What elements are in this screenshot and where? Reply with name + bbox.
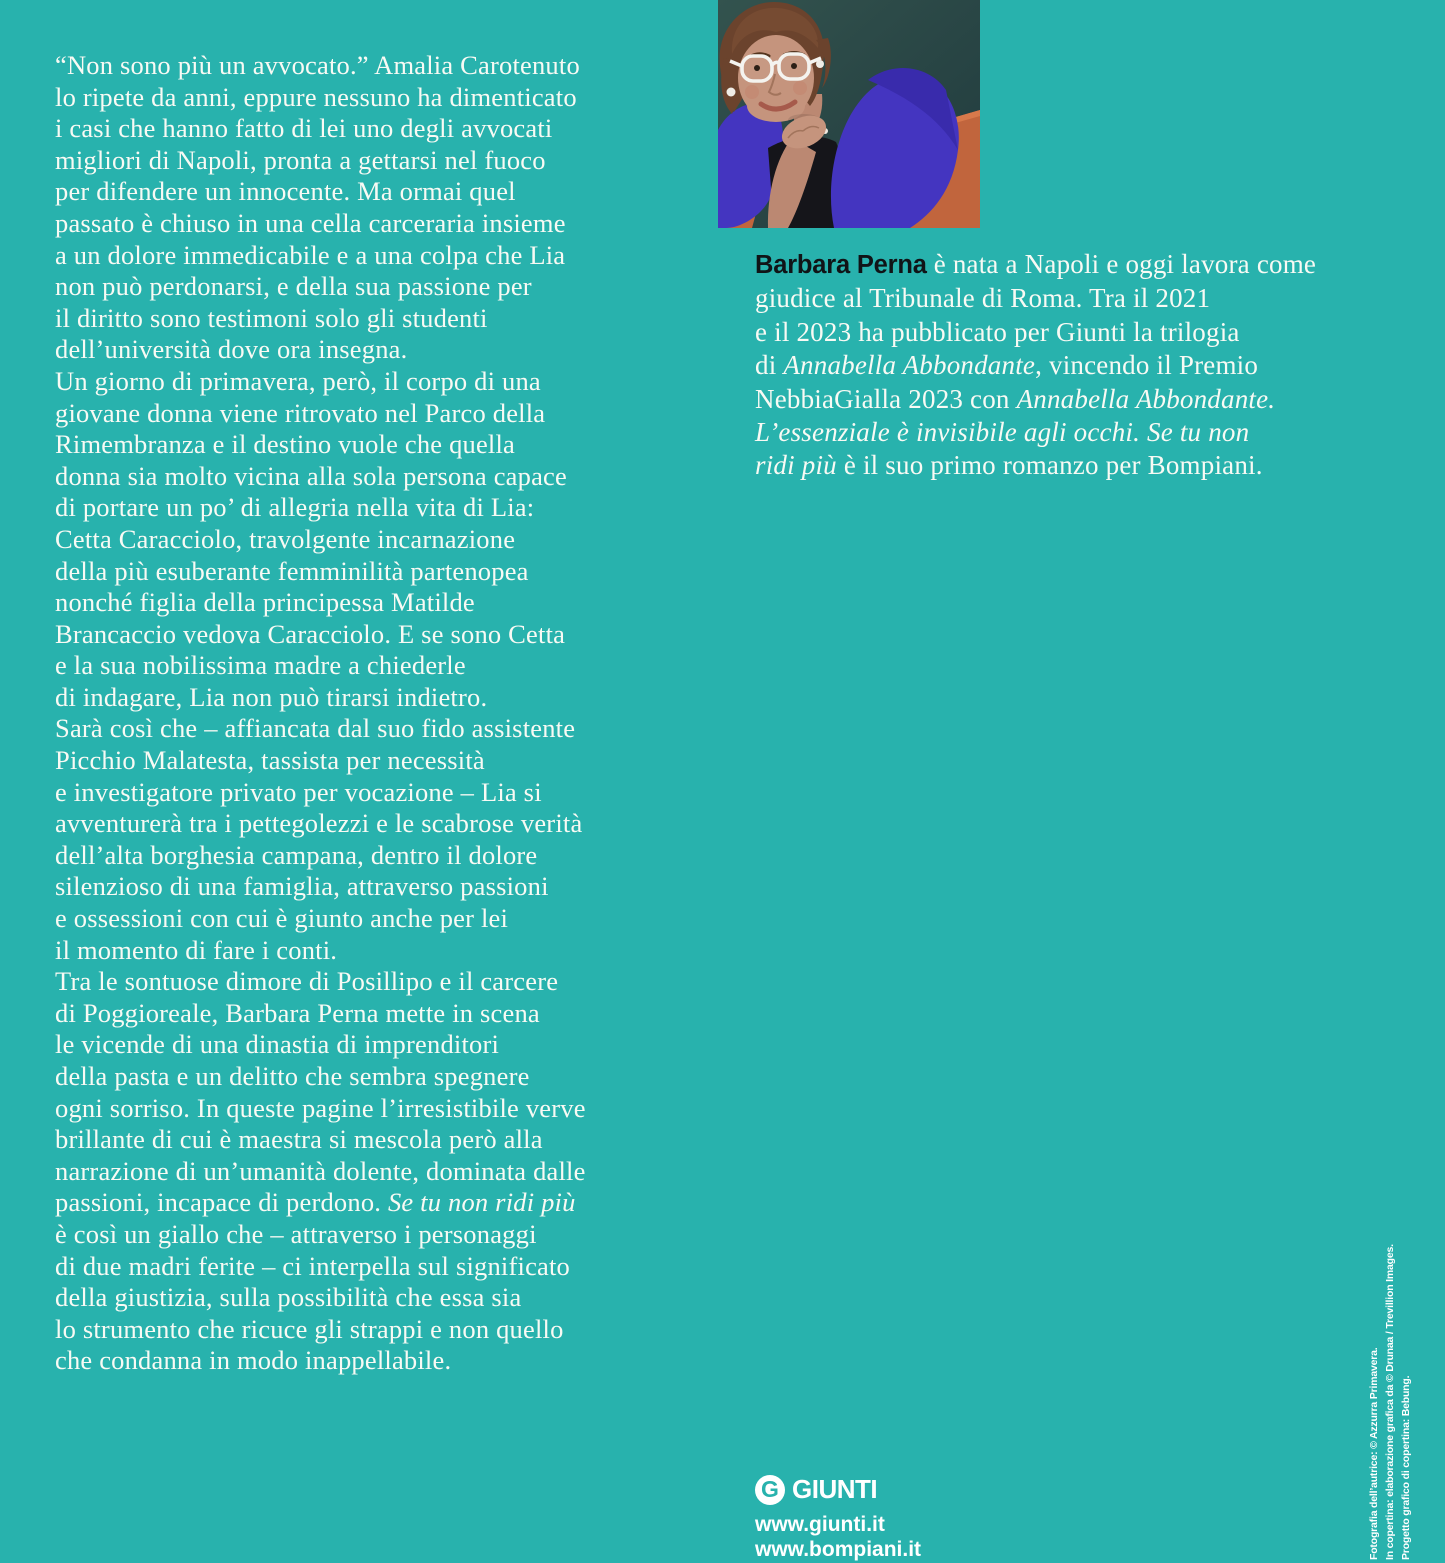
text-line: passioni, incapace di perdono. Se tu non ridi più [55, 1187, 576, 1218]
giunti-logo-letter: G [761, 1476, 779, 1502]
publisher-block [755, 1474, 921, 1562]
text-line: dell’alta borghesia campana, dentro il dolore [55, 839, 538, 870]
author-bio [755, 248, 1316, 483]
text-line: che condanna in modo inappellabile. [55, 1345, 452, 1376]
text-line: Barbara Perna è nata a Napoli e oggi lavora come [755, 249, 1317, 279]
text-line: e la sua nobilissima madre a chiederle [55, 650, 466, 681]
text-line: “Non sono più un avvocato.” Amalia Carotenuto [55, 50, 580, 80]
text-line: di portare un po’ di allegria nella vita di Lia: [55, 492, 535, 523]
text-line: le vicende di una dinastia di imprenditori [55, 1029, 500, 1060]
url-giunti: www.giunti.it [755, 1513, 885, 1536]
photo-credits-vertical [1366, 1244, 1414, 1560]
text-line: giovane donna viene ritrovato nel Parco della [55, 397, 546, 428]
back-cover-blurb [55, 50, 586, 1377]
text-line: e investigatore privato per vocazione – Lia si [55, 776, 542, 807]
text-line: di Poggioreale, Barbara Perna mette in scena [55, 997, 540, 1028]
text-line: migliori di Napoli, pronta a gettarsi nel fuoco [55, 144, 546, 175]
text-line: ridi più è il suo primo romanzo per Bompiani. [755, 450, 1263, 481]
text-line: non può perdonarsi, e della sua passione per [55, 271, 532, 302]
text-line: passato è chiuso in una cella carceraria insieme [55, 207, 566, 238]
text-line: giudice al Tribunale di Roma. Tra il 2021 [755, 283, 1211, 314]
text-line: i casi che hanno fatto di lei uno degli avvocati [55, 113, 553, 144]
text-line: per difendere un innocente. Ma ormai quel [55, 176, 516, 207]
text-line: narrazione di un’umanità dolente, dominata dalle [55, 1155, 586, 1186]
text-line: brillante di cui è maestra si mescola però alla [55, 1124, 543, 1155]
text-line: Tra le sontuose dimore di Posillipo e il carcere [55, 966, 559, 997]
text-line: ogni sorriso. In queste pagine l’irresistibile verve [55, 1092, 586, 1123]
text-line: nonché figlia della principessa Matilde [55, 587, 475, 618]
text-line: dell’università dove ora insegna. [55, 334, 408, 365]
text-line: a un dolore immedicabile e a una colpa che Lia [55, 239, 566, 270]
text-line: NebbiaGialla 2023 con Annabella Abbondante. [755, 383, 1276, 414]
text-line: il diritto sono testimoni solo gli studenti [55, 302, 488, 333]
text-line: è così un giallo che – attraverso i personaggi [55, 1218, 537, 1249]
text-line: di Annabella Abbondante, vincendo il Premio [755, 350, 1259, 381]
text-line: donna sia molto vicina alla sola persona capace [55, 460, 567, 491]
text-line: e il 2023 ha pubblicato per Giunti la trilogia [755, 316, 1240, 347]
author-photo [718, 0, 980, 228]
text-line: avventurerà tra i pettegolezzi e le scabrose verità [55, 808, 583, 839]
text-line: della giustizia, sulla possibilità che essa sia [55, 1282, 522, 1313]
giunti-logo-text: GIUNTI [792, 1474, 878, 1504]
text-line: Picchio Malatesta, tassista per necessità [55, 745, 485, 776]
text-line: Cetta Caracciolo, travolgente incarnazione [55, 523, 516, 554]
text-line: il momento di fare i conti. [55, 934, 338, 965]
text-line: silenzioso di una famiglia, attraverso passioni [55, 871, 549, 902]
text-line: lo ripete da anni, eppure nessuno ha dimenticato [55, 81, 577, 112]
giunti-logo-icon [755, 1475, 785, 1505]
text-line: di due madri ferite – ci interpella sul significato [55, 1250, 571, 1281]
credit-line: Fotografia dell’autrice: © Azzurra Primavera. [1368, 1347, 1380, 1560]
url-bompiani: www.bompiani.it [755, 1538, 922, 1561]
text-line: della pasta e un delitto che sembra spegnere [55, 1061, 530, 1091]
text-line: Un giorno di primavera, però, il corpo di una [55, 365, 541, 396]
text-line: Rimembranza e il destino vuole che quella [55, 429, 516, 460]
credit-line: Progetto grafico di copertina: Bebung. [1400, 1375, 1412, 1560]
text-line: e ossessioni con cui è giunto anche per lei [55, 903, 509, 934]
text-line: della più esuberante femminilità partenopea [55, 555, 529, 586]
text-line: Brancaccio vedova Caracciolo. E se sono Cetta [55, 618, 566, 649]
credit-line: In copertina: elaborazione grafica da © Drunaa / Trevillion Images. [1384, 1244, 1396, 1560]
text-line: di indagare, Lia non può tirarsi indietro. [55, 681, 488, 712]
publisher-urls [755, 1512, 921, 1562]
text-line: lo strumento che ricuce gli strappi e non quello [55, 1313, 564, 1344]
author-portrait-illustration [718, 0, 980, 228]
text-line: L’essenziale è invisibile agli occhi. Se tu non [755, 417, 1250, 448]
giunti-logo [755, 1474, 921, 1505]
text-line: Sarà così che – affiancata dal suo fido assistente [55, 713, 576, 744]
